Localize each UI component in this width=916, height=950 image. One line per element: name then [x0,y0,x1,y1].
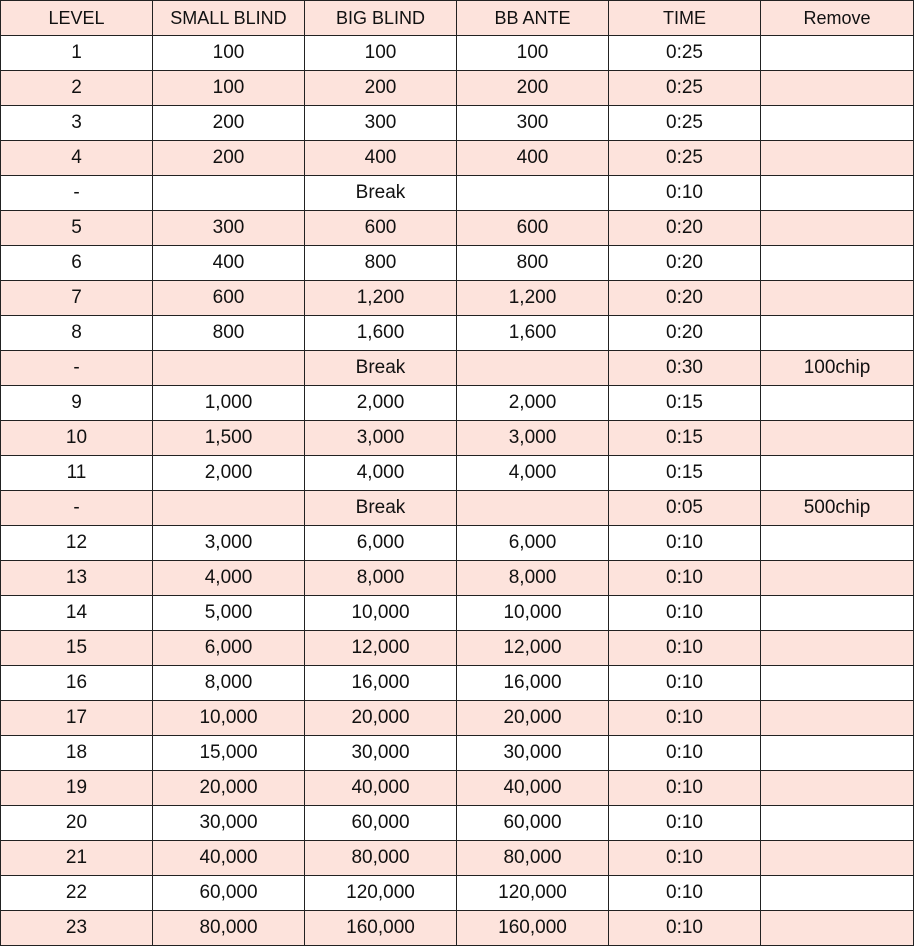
cell-bb-ante [457,491,609,526]
cell-time: 0:15 [609,456,761,491]
cell-small-blind: 1,500 [153,421,305,456]
cell-level: 7 [1,281,153,316]
header-small-blind: SMALL BLIND [153,1,305,36]
cell-bb-ante: 4,000 [457,456,609,491]
cell-time: 0:20 [609,211,761,246]
cell-big-blind: 20,000 [305,701,457,736]
cell-remove [761,911,914,946]
cell-bb-ante: 6,000 [457,526,609,561]
table-row [1,596,914,631]
cell-bb-ante: 12,000 [457,631,609,666]
cell-small-blind: 6,000 [153,631,305,666]
table-row [1,176,914,211]
cell-time: 0:20 [609,316,761,351]
cell-remove [761,176,914,211]
cell-level: 20 [1,806,153,841]
table-row [1,631,914,666]
cell-small-blind [153,176,305,211]
cell-remove [761,421,914,456]
cell-time: 0:25 [609,36,761,71]
table-row [1,316,914,351]
cell-level: 17 [1,701,153,736]
cell-time: 0:15 [609,386,761,421]
cell-big-blind: 300 [305,106,457,141]
cell-big-blind: 3,000 [305,421,457,456]
cell-bb-ante: 600 [457,211,609,246]
table-row [1,526,914,561]
cell-remove [761,456,914,491]
cell-bb-ante: 200 [457,71,609,106]
table-row [1,106,914,141]
header-big-blind: BIG BLIND [305,1,457,36]
cell-bb-ante: 8,000 [457,561,609,596]
table-body [1,36,914,946]
cell-level: 2 [1,71,153,106]
table-row [1,36,914,71]
table-row [1,561,914,596]
table-row [1,701,914,736]
cell-remove [761,806,914,841]
cell-time: 0:10 [609,736,761,771]
cell-small-blind: 800 [153,316,305,351]
cell-remove [761,841,914,876]
cell-time: 0:20 [609,281,761,316]
cell-small-blind: 100 [153,71,305,106]
cell-level: 15 [1,631,153,666]
cell-level: 1 [1,36,153,71]
cell-bb-ante: 800 [457,246,609,281]
cell-time: 0:30 [609,351,761,386]
header-time: TIME [609,1,761,36]
cell-level: 3 [1,106,153,141]
table-header [1,1,914,36]
cell-remove [761,281,914,316]
cell-bb-ante: 400 [457,141,609,176]
cell-remove [761,526,914,561]
table-row [1,456,914,491]
cell-small-blind: 80,000 [153,911,305,946]
cell-remove [761,771,914,806]
table-row [1,491,914,526]
table-row [1,666,914,701]
cell-small-blind: 1,000 [153,386,305,421]
header-level: LEVEL [1,1,153,36]
cell-big-blind: 1,600 [305,316,457,351]
cell-small-blind: 200 [153,141,305,176]
cell-bb-ante: 1,600 [457,316,609,351]
cell-small-blind: 3,000 [153,526,305,561]
table-row [1,806,914,841]
cell-level: 6 [1,246,153,281]
cell-small-blind [153,491,305,526]
cell-remove [761,71,914,106]
cell-big-blind: 2,000 [305,386,457,421]
cell-big-blind: 60,000 [305,806,457,841]
table-row [1,351,914,386]
cell-bb-ante: 10,000 [457,596,609,631]
cell-time: 0:10 [609,561,761,596]
cell-time: 0:10 [609,911,761,946]
cell-time: 0:10 [609,806,761,841]
cell-big-blind: 12,000 [305,631,457,666]
cell-remove: 500chip [761,491,914,526]
cell-big-blind: 6,000 [305,526,457,561]
cell-remove [761,561,914,596]
cell-bb-ante: 120,000 [457,876,609,911]
cell-bb-ante: 300 [457,106,609,141]
header-row [1,1,914,36]
cell-level: 10 [1,421,153,456]
cell-small-blind: 100 [153,36,305,71]
cell-remove [761,106,914,141]
cell-big-blind: 80,000 [305,841,457,876]
cell-time: 0:10 [609,176,761,211]
cell-small-blind: 600 [153,281,305,316]
cell-remove [761,631,914,666]
cell-small-blind: 20,000 [153,771,305,806]
table-row [1,386,914,421]
cell-remove [761,36,914,71]
cell-level: 12 [1,526,153,561]
cell-time: 0:20 [609,246,761,281]
cell-small-blind: 400 [153,246,305,281]
cell-level: 22 [1,876,153,911]
cell-small-blind: 2,000 [153,456,305,491]
cell-big-blind: Break [305,176,457,211]
cell-level: 16 [1,666,153,701]
cell-level: 11 [1,456,153,491]
cell-big-blind: 600 [305,211,457,246]
cell-bb-ante: 2,000 [457,386,609,421]
cell-bb-ante: 3,000 [457,421,609,456]
cell-big-blind: 120,000 [305,876,457,911]
cell-bb-ante: 16,000 [457,666,609,701]
cell-level: - [1,176,153,211]
cell-small-blind: 30,000 [153,806,305,841]
cell-remove [761,666,914,701]
cell-small-blind: 10,000 [153,701,305,736]
cell-bb-ante [457,351,609,386]
table-row [1,771,914,806]
cell-remove [761,211,914,246]
cell-bb-ante: 30,000 [457,736,609,771]
cell-big-blind: 16,000 [305,666,457,701]
cell-small-blind [153,351,305,386]
cell-level: 13 [1,561,153,596]
cell-time: 0:10 [609,841,761,876]
cell-level: - [1,351,153,386]
cell-level: 23 [1,911,153,946]
cell-bb-ante: 60,000 [457,806,609,841]
cell-big-blind: Break [305,491,457,526]
table-row [1,71,914,106]
cell-big-blind: 4,000 [305,456,457,491]
cell-big-blind: 200 [305,71,457,106]
cell-time: 0:15 [609,421,761,456]
cell-big-blind: 160,000 [305,911,457,946]
cell-time: 0:10 [609,666,761,701]
cell-small-blind: 300 [153,211,305,246]
table-row [1,911,914,946]
table-row [1,876,914,911]
cell-bb-ante: 1,200 [457,281,609,316]
cell-level: 4 [1,141,153,176]
header-bb-ante: BB ANTE [457,1,609,36]
cell-time: 0:05 [609,491,761,526]
table-row [1,841,914,876]
cell-time: 0:25 [609,106,761,141]
cell-small-blind: 200 [153,106,305,141]
header-remove: Remove [761,1,914,36]
cell-remove [761,876,914,911]
cell-level: 9 [1,386,153,421]
cell-time: 0:25 [609,71,761,106]
cell-level: 5 [1,211,153,246]
cell-remove [761,596,914,631]
cell-big-blind: 400 [305,141,457,176]
cell-bb-ante: 160,000 [457,911,609,946]
cell-remove [761,386,914,421]
cell-small-blind: 4,000 [153,561,305,596]
cell-small-blind: 8,000 [153,666,305,701]
cell-small-blind: 40,000 [153,841,305,876]
cell-time: 0:10 [609,701,761,736]
cell-level: - [1,491,153,526]
cell-remove: 100chip [761,351,914,386]
cell-big-blind: 8,000 [305,561,457,596]
cell-time: 0:10 [609,596,761,631]
table-row [1,211,914,246]
cell-remove [761,246,914,281]
cell-level: 8 [1,316,153,351]
table-row [1,281,914,316]
cell-big-blind: 100 [305,36,457,71]
cell-remove [761,141,914,176]
table-row [1,141,914,176]
cell-remove [761,736,914,771]
cell-level: 21 [1,841,153,876]
cell-big-blind: 800 [305,246,457,281]
cell-level: 18 [1,736,153,771]
cell-level: 19 [1,771,153,806]
table-row [1,421,914,456]
cell-big-blind: 1,200 [305,281,457,316]
table-row [1,246,914,281]
cell-small-blind: 60,000 [153,876,305,911]
cell-big-blind: 10,000 [305,596,457,631]
cell-bb-ante: 80,000 [457,841,609,876]
cell-level: 14 [1,596,153,631]
cell-bb-ante [457,176,609,211]
cell-small-blind: 5,000 [153,596,305,631]
cell-time: 0:10 [609,876,761,911]
cell-small-blind: 15,000 [153,736,305,771]
cell-big-blind: 30,000 [305,736,457,771]
cell-bb-ante: 20,000 [457,701,609,736]
cell-remove [761,316,914,351]
cell-time: 0:10 [609,771,761,806]
cell-big-blind: Break [305,351,457,386]
cell-time: 0:10 [609,631,761,666]
table-row [1,736,914,771]
cell-remove [761,701,914,736]
cell-time: 0:25 [609,141,761,176]
cell-big-blind: 40,000 [305,771,457,806]
cell-bb-ante: 40,000 [457,771,609,806]
cell-time: 0:10 [609,526,761,561]
cell-bb-ante: 100 [457,36,609,71]
